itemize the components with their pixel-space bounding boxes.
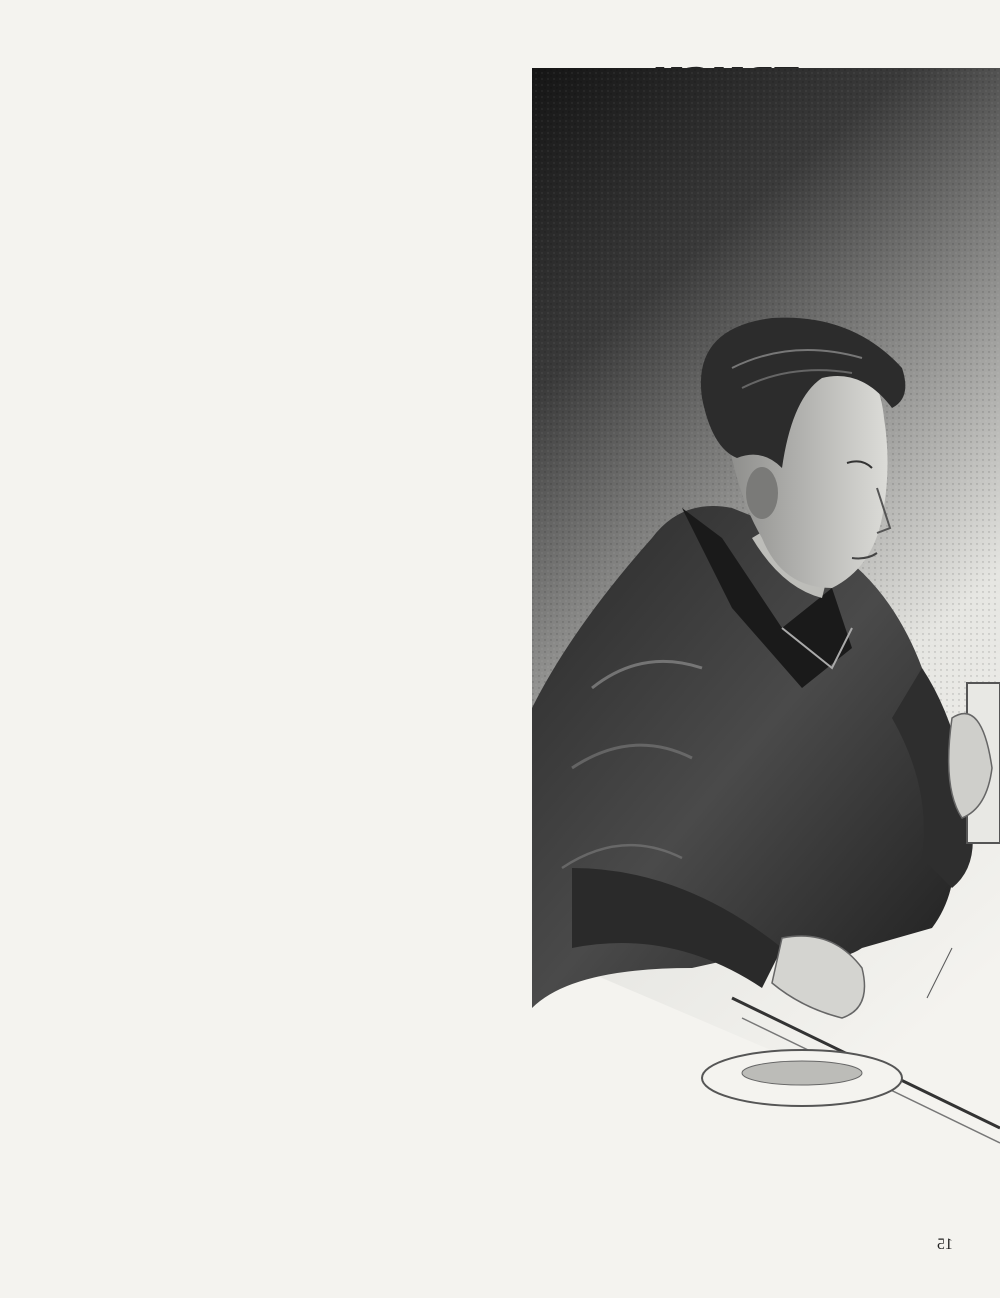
ear (746, 467, 778, 519)
illustration-frame (532, 68, 1000, 1228)
illustration-drawing (532, 68, 1000, 1228)
page-number: 15 (937, 1236, 953, 1253)
